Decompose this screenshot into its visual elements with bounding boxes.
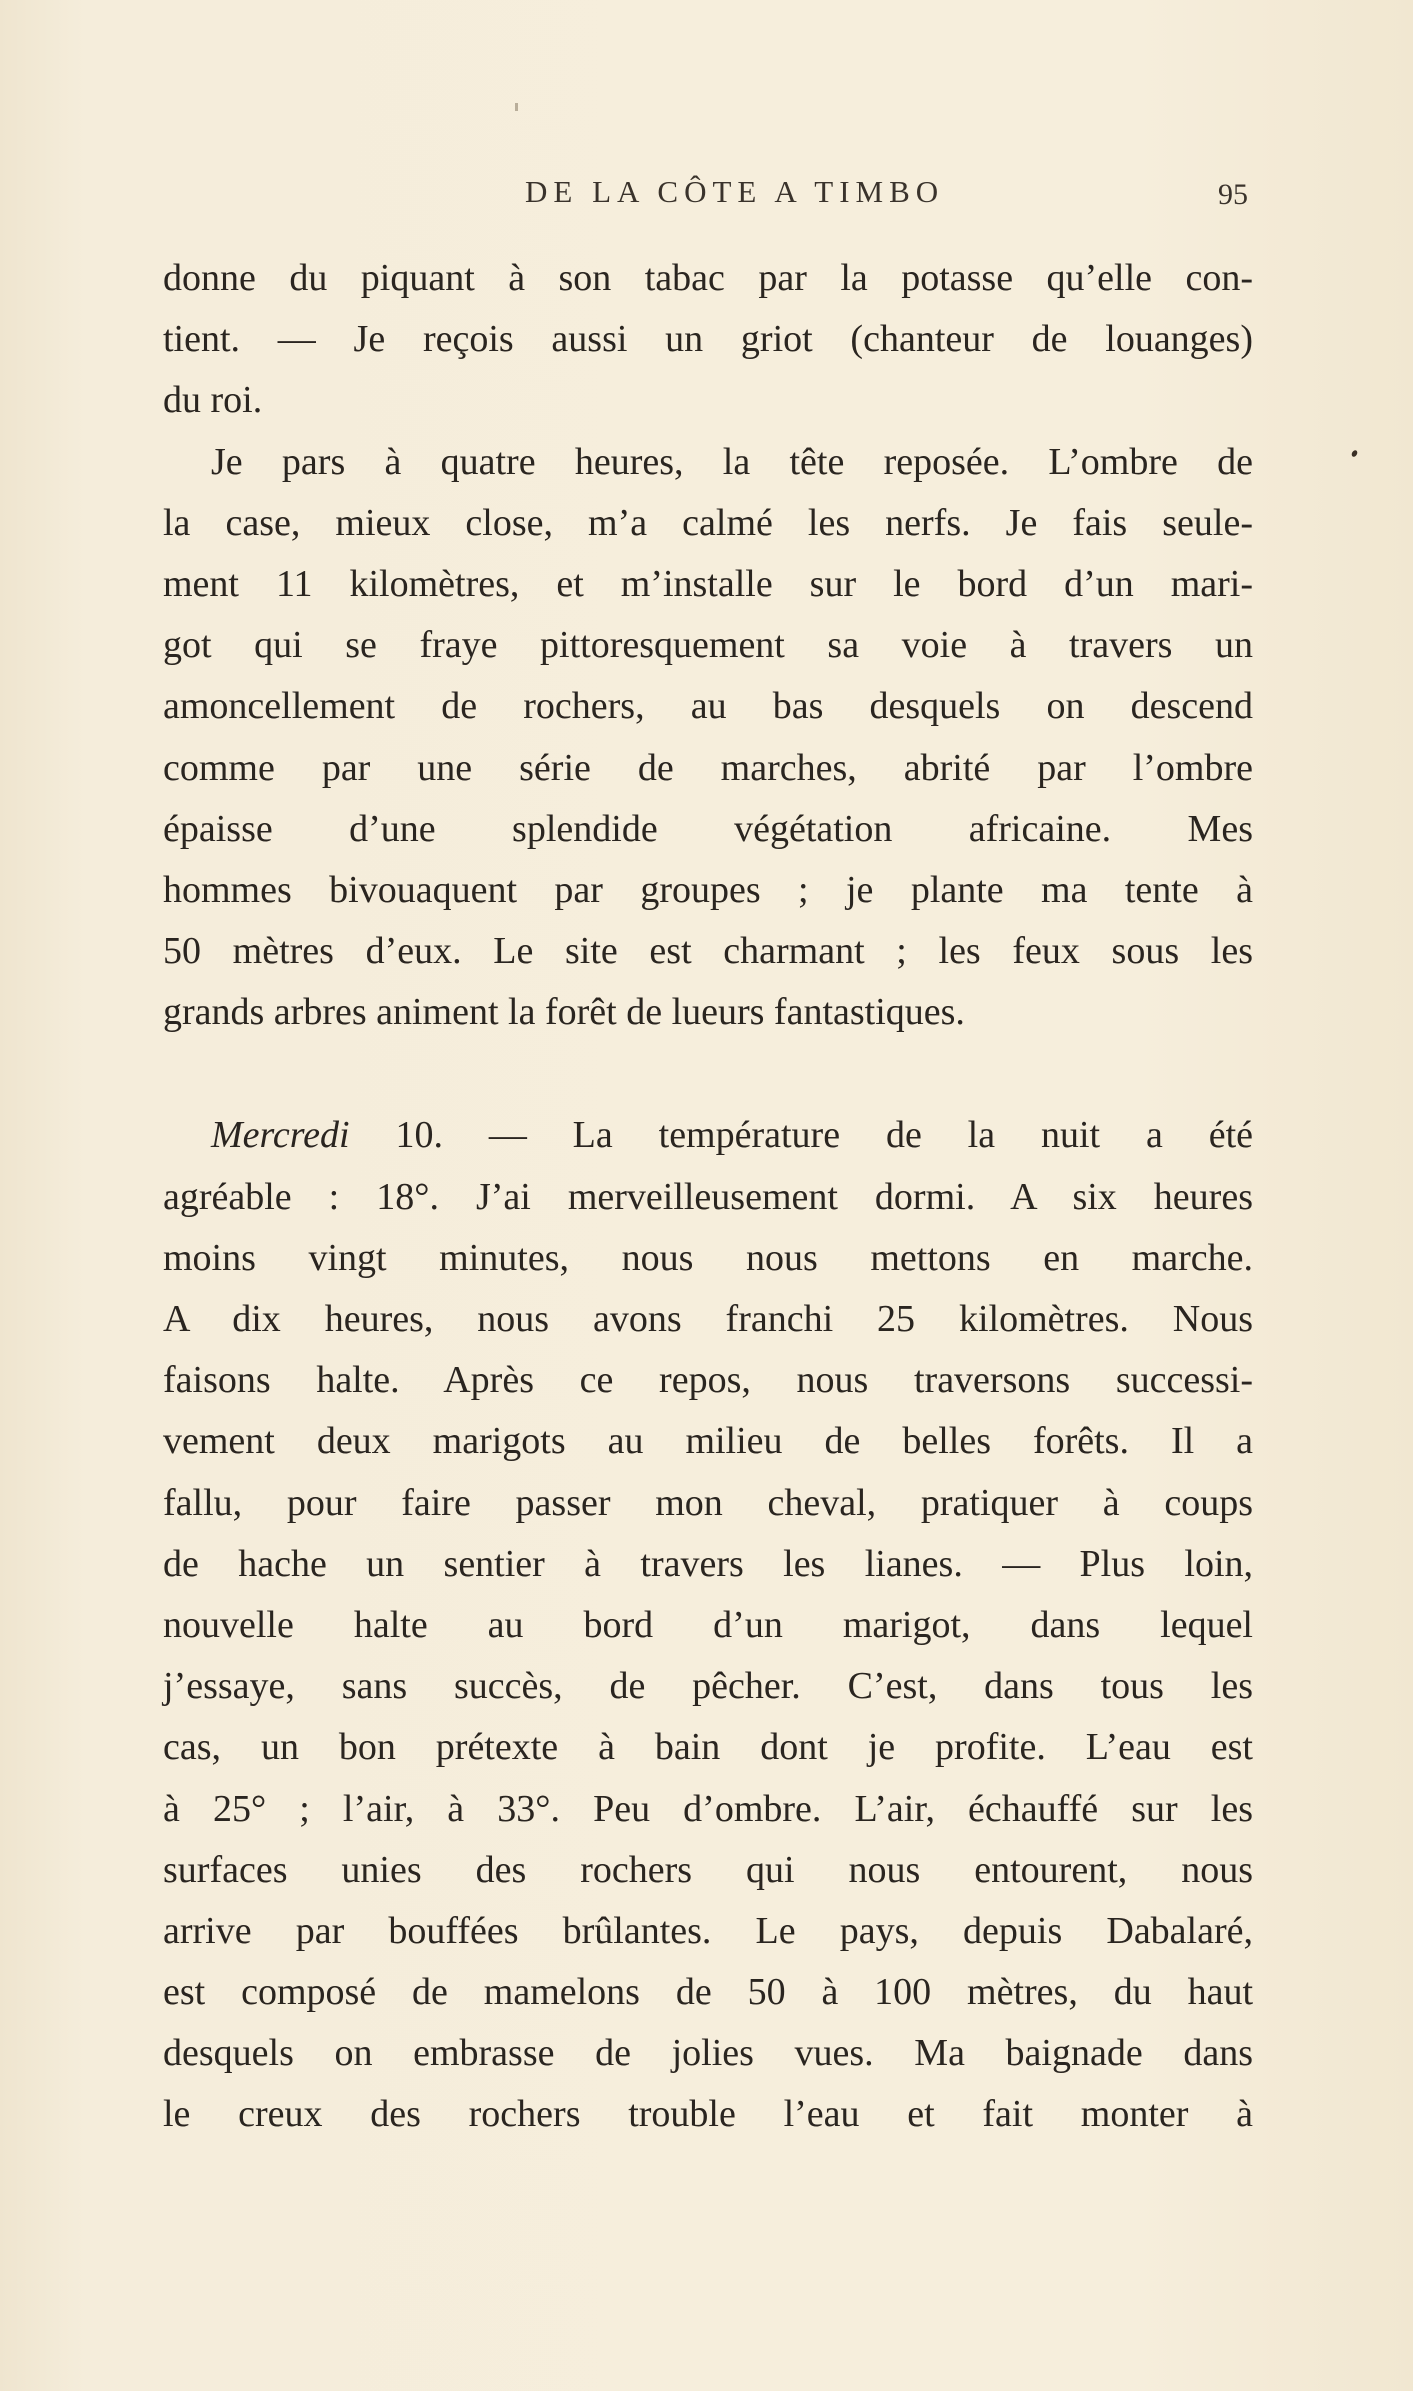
text-line: ment 11 kilomètres, et m’installe sur le bord d’un mari- xyxy=(163,562,1253,605)
text-line: la case, mieux close, m’a calmé les nerfs. Je fais seule- xyxy=(163,501,1253,544)
page-header xyxy=(160,174,1260,224)
text-line: agréable : 18°. J’ai merveilleusement dormi. A six heures xyxy=(163,1175,1253,1218)
text-line: grands arbres animent la forêt de lueurs fantastiques. xyxy=(163,991,965,1034)
text-line: du roi. xyxy=(163,379,263,422)
text-line: 50 mètres d’eux. Le site est charmant ; les feux sous les xyxy=(163,930,1253,973)
text-line: cas, un bon prétexte à bain dont je profite. L’eau est xyxy=(163,1726,1253,1769)
text-line: moins vingt minutes, nous nous mettons en marche. xyxy=(163,1236,1253,1279)
text-line: A dix heures, nous avons franchi 25 kilomètres. Nous xyxy=(163,1298,1253,1340)
text-line: à 25° ; l’air, à 33°. Peu d’ombre. L’air, échauffé sur les xyxy=(163,1787,1253,1830)
text-line: faisons halte. Après ce repos, nous traversons successi- xyxy=(163,1359,1253,1402)
running-title: DE LA CÔTE A TIMBO xyxy=(525,174,945,209)
text-line: fallu, pour faire passer mon cheval, pratiquer à coups xyxy=(163,1481,1253,1524)
text-line: j’essaye, sans succès, de pêcher. C’est, dans tous les xyxy=(163,1665,1253,1708)
text-line: de hache un sentier à travers les lianes. — Plus loin, xyxy=(163,1542,1253,1585)
text-line: donne du piquant à son tabac par la potasse qu’elle con- xyxy=(163,257,1253,299)
text-line: vement deux marigots au milieu de belles forêts. Il a xyxy=(163,1420,1253,1463)
day-label: Mercredi xyxy=(211,1114,350,1157)
text-line-lead xyxy=(163,1105,1253,1166)
text-line: comme par une série de marches, abrité par l’ombre xyxy=(163,746,1253,789)
text-line: épaisse d’une splendide végétation africaine. Mes xyxy=(163,807,1253,850)
text-line: tient. — Je reçois aussi un griot (chanteur de louanges) xyxy=(163,318,1253,361)
paragraph-gap xyxy=(163,1043,1253,1105)
text-line: Je pars à quatre heures, la tête reposée. L’ombre de xyxy=(211,440,1253,483)
text-line: surfaces unies des rochers qui nous entourent, nous xyxy=(163,1848,1253,1891)
lead-rest: 10. — La température de la nuit a été xyxy=(349,1114,1253,1157)
text-line: got qui se fraye pittoresquement sa voie à travers un xyxy=(163,624,1253,667)
page-number: 95 xyxy=(1218,178,1248,211)
text-line: est composé de mamelons de 50 à 100 mètres, du haut xyxy=(163,1971,1253,2014)
text-line: desquels on embrasse de jolies vues. Ma baignade dans xyxy=(163,2032,1253,2075)
body-text xyxy=(163,248,1253,2146)
text-line: arrive par bouffées brûlantes. Le pays, depuis Dabalaré, xyxy=(163,1909,1253,1952)
paper-mark xyxy=(515,103,518,111)
text-line: hommes bivouaquent par groupes ; je plante ma tente à xyxy=(163,868,1253,911)
ink-speck xyxy=(1351,449,1359,458)
text-line: amoncellement de rochers, au bas desquels on descend xyxy=(163,685,1253,728)
text-line: nouvelle halte au bord d’un marigot, dans lequel xyxy=(163,1603,1253,1646)
text-line: le creux des rochers trouble l’eau et fait monter à xyxy=(163,2093,1253,2136)
